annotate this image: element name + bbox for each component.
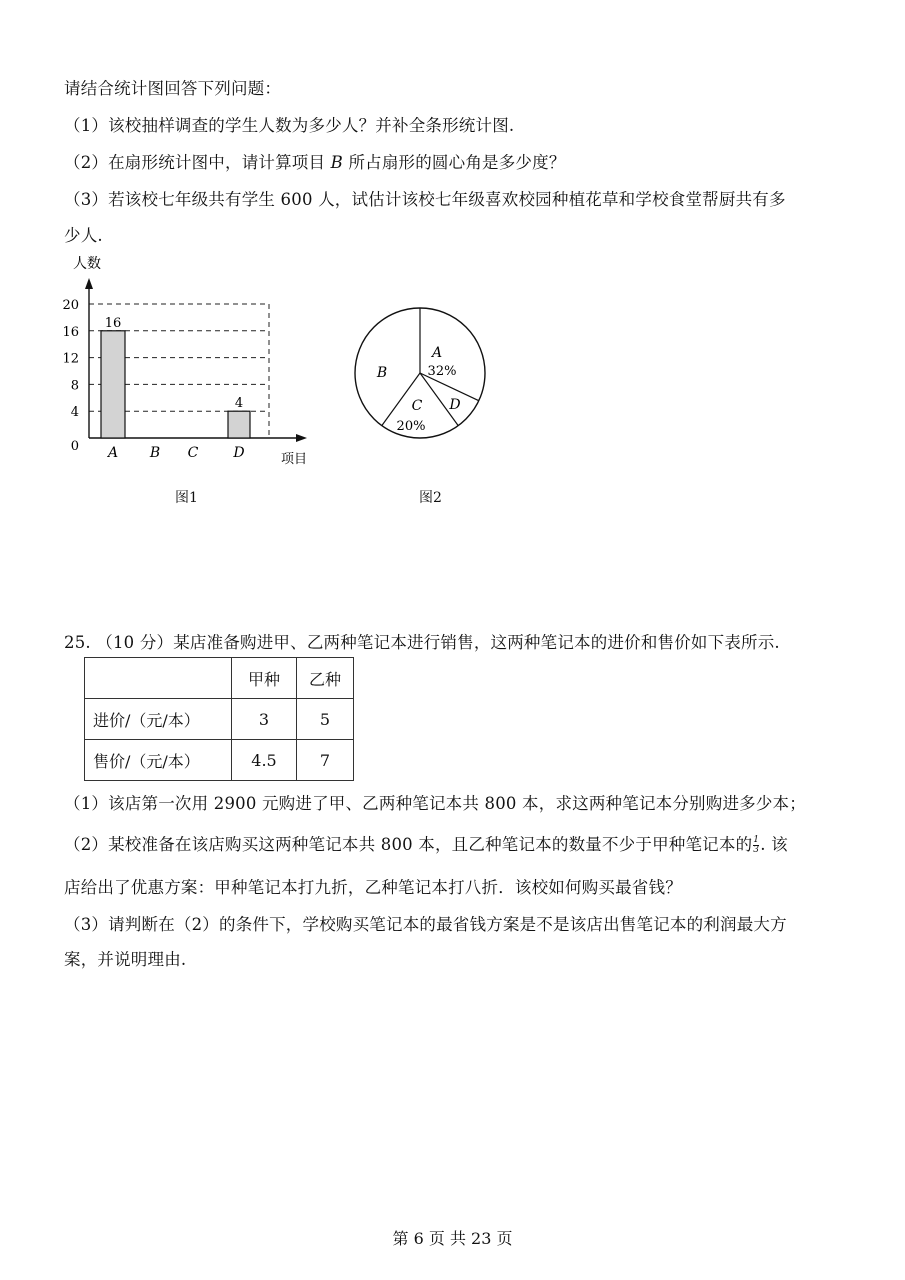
- problem-25-header: 25. （10 分）某店准备购进甲、乙两种笔记本进行销售，这两种笔记本的进价和售价如下表所示.: [64, 633, 780, 652]
- question-2-after: 所占扇形的圆心角是多少度？: [348, 153, 566, 172]
- bar-chart-figure1: [55, 248, 325, 470]
- pie-chart-figure2: [345, 298, 495, 448]
- x-tick-label-D: D: [233, 445, 245, 461]
- x-tick-label-C: C: [187, 445, 199, 461]
- y-tick-label: 0: [70, 439, 79, 454]
- problem-25-part3-line2: 案，并说明理由.: [64, 950, 187, 969]
- table-header-row: [85, 658, 354, 699]
- problem-25-part3-line1: （3）请判断在（2）的条件下，学校购买笔记本的最省钱方案是不是该店出售笔记本的利润最大方: [64, 915, 787, 934]
- bar-A: [101, 331, 125, 438]
- y-tick-label: 8: [70, 378, 79, 394]
- problem-25-part2-line2: 店给出了优惠方案：甲种笔记本打九折，乙种笔记本打八折．该校如何购买最省钱？: [64, 878, 682, 897]
- x-axis-title: 项目: [281, 452, 308, 467]
- question-3-line2: 少人.: [64, 226, 103, 245]
- pie-label-C: C: [411, 398, 423, 414]
- data-label-D: 4: [234, 396, 244, 412]
- pie-label-B: B: [376, 365, 388, 381]
- table-row: [85, 699, 354, 740]
- figure1-caption: 图1: [175, 490, 198, 506]
- x-tick-label-A: A: [107, 445, 119, 461]
- problem-25-part2-line1: [64, 831, 788, 855]
- table-cell: 5: [297, 699, 354, 740]
- bar-D: [228, 411, 250, 438]
- fraction-numerator: 1: [753, 835, 760, 845]
- price-table: [84, 657, 354, 781]
- table-cell: 7: [297, 740, 354, 781]
- table-header-cell: 甲种: [232, 658, 297, 699]
- pie-label-A: A: [431, 345, 443, 361]
- table-cell: 进价/（元/本）: [85, 699, 232, 740]
- table-header-cell: [85, 658, 232, 699]
- question-2-before: （2）在扇形统计图中，请计算项目: [64, 153, 326, 172]
- fraction-denominator: 3: [753, 845, 760, 855]
- table-cell: 4.5: [232, 740, 297, 781]
- y-tick-label: 4: [70, 405, 79, 421]
- x-axis-arrow: [296, 434, 307, 442]
- y-tick-label: 16: [62, 324, 79, 340]
- problem-25-part1: （1）该店第一次用 2900 元购进了甲、乙两种笔记本共 800 本，求这两种笔记本分别购进多少本；: [64, 794, 806, 813]
- part2-text-before: （2）某校准备在该店购买这两种笔记本共 800 本，且乙种笔记本的数量不少于甲种笔记本的: [64, 835, 753, 854]
- figure2-caption: 图2: [419, 490, 442, 506]
- part2-text-after: . 该: [760, 835, 788, 854]
- data-label-A: 16: [104, 315, 122, 331]
- question-3-line1: （3）若该校七年级共有学生 600 人，试估计该校七年级喜欢校园种植花草和学校食堂帮厨共有多: [64, 190, 786, 209]
- page-footer: 第 6 页 共 23 页: [392, 1229, 513, 1248]
- fraction-one-third: [753, 836, 759, 855]
- y-axis-arrow: [85, 278, 93, 289]
- table-cell: 售价/（元/本）: [85, 740, 232, 781]
- y-tick-label: 20: [62, 298, 79, 313]
- question-2-variable: B: [330, 153, 343, 172]
- pie-label-D: D: [449, 397, 461, 413]
- table-cell: 3: [232, 699, 297, 740]
- pie-percent-C: 20%: [396, 419, 426, 434]
- y-axis-title: 人数: [73, 256, 101, 272]
- table-header-cell: 乙种: [297, 658, 354, 699]
- table-row: [85, 740, 354, 781]
- pie-percent-A: 32%: [427, 364, 457, 379]
- x-tick-label-B: B: [149, 445, 161, 461]
- question-1: （1）该校抽样调查的学生人数为多少人？并补全条形统计图.: [64, 116, 515, 135]
- question-2: [64, 149, 566, 173]
- question-intro: 请结合统计图回答下列问题：: [64, 79, 282, 98]
- y-tick-label: 12: [62, 351, 79, 367]
